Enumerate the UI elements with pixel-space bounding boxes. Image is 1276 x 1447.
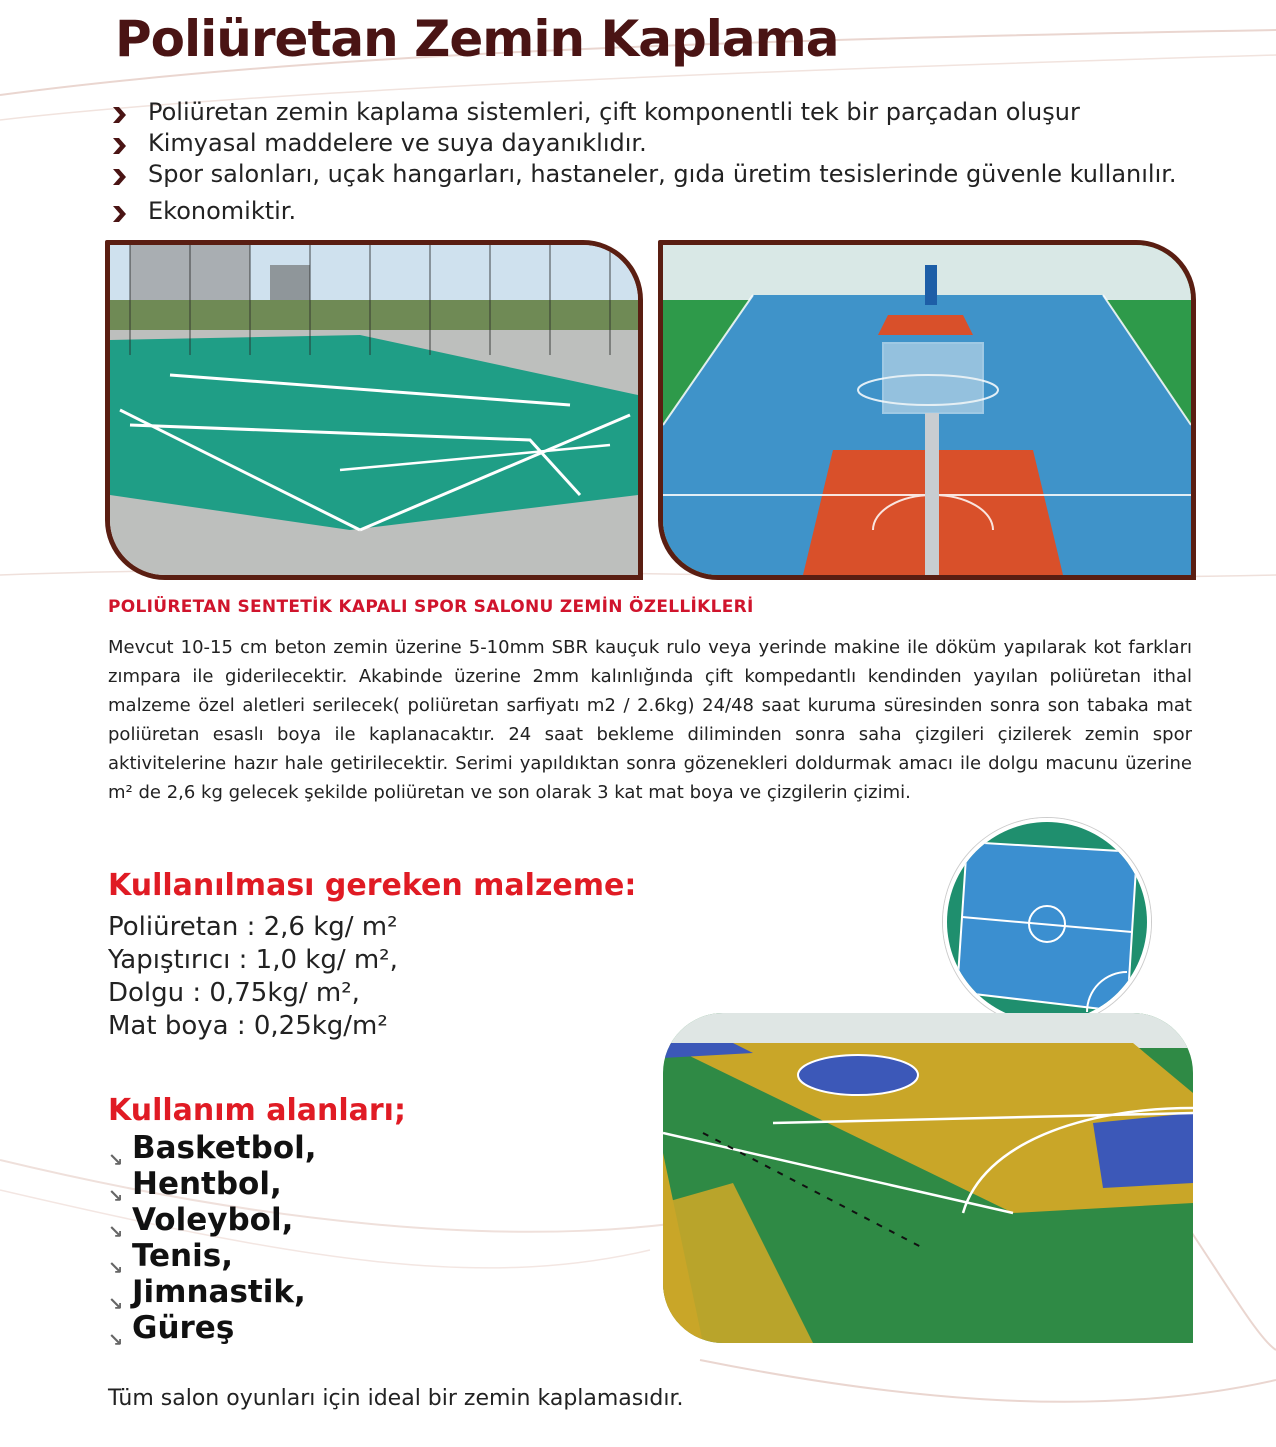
feature-text: Kimyasal maddelere ve suya dayanıklıdır. xyxy=(148,129,647,157)
material-item: Yapıştırıcı : 1,0 kg/ m², xyxy=(108,945,398,975)
feature-text: Spor salonları, uçak hangarları, hastaneler, gıda üretim tesislerinde güvenle kullanılır. xyxy=(148,160,1177,188)
usage-item xyxy=(108,1238,317,1279)
materials-title: Kullanılması gereken malzeme: xyxy=(108,868,637,903)
feature-list xyxy=(108,97,1177,227)
feature-text: Ekonomiktir. xyxy=(148,197,297,225)
chevron-right-icon xyxy=(110,168,128,186)
aerial-court-photo xyxy=(943,818,1151,1026)
feature-item xyxy=(108,196,1177,227)
feature-item xyxy=(108,97,1177,128)
indoor-court-photo xyxy=(658,240,1196,580)
material-item: Dolgu : 0,75kg/ m², xyxy=(108,978,360,1008)
arrow-down-right-icon: ↘ xyxy=(108,1222,124,1243)
section-title: POLIÜRETAN SENTETİK KAPALI SPOR SALONU ZEMİN ÖZELLİKLERİ xyxy=(108,597,754,617)
chevron-right-icon xyxy=(110,205,128,223)
usage-text: Voleybol, xyxy=(132,1202,294,1238)
usage-text: Hentbol, xyxy=(132,1166,282,1202)
outdoor-court-photo xyxy=(105,240,643,580)
feature-item xyxy=(108,159,1177,190)
usage-text: Basketbol, xyxy=(132,1130,317,1166)
arrow-down-right-icon: ↘ xyxy=(108,1258,124,1279)
usage-text: Güreş xyxy=(132,1310,235,1346)
page-title: Poliüretan Zemin Kaplama xyxy=(115,10,839,68)
usage-text: Tenis, xyxy=(132,1238,233,1274)
arrow-down-right-icon: ↘ xyxy=(108,1186,124,1207)
usage-item xyxy=(108,1166,317,1207)
usage-text: Jimnastik, xyxy=(132,1274,306,1310)
chevron-right-icon xyxy=(110,137,128,155)
footer-text: Tüm salon oyunları için ideal bir zemin kaplamasıdır. xyxy=(108,1386,684,1411)
usage-item xyxy=(108,1310,317,1351)
feature-text: Poliüretan zemin kaplama sistemleri, çift komponentli tek bir parçadan oluşur xyxy=(148,98,1080,126)
arrow-down-right-icon: ↘ xyxy=(108,1150,124,1171)
arrow-down-right-icon: ↘ xyxy=(108,1330,124,1351)
usage-title: Kullanım alanları; xyxy=(108,1093,406,1128)
material-item: Poliüretan : 2,6 kg/ m² xyxy=(108,912,398,942)
chevron-right-icon xyxy=(110,106,128,124)
usage-item xyxy=(108,1202,317,1243)
usage-list xyxy=(108,1130,317,1351)
usage-item xyxy=(108,1274,317,1315)
description-paragraph: Mevcut 10-15 cm beton zemin üzerine 5-10mm SBR kauçuk rulo veya yerinde makine ile döküm yapılarak kot farkları zımpara ile giderilecektir. Akabinde üzerine 2mm kalınlığında çift kompedantlı kendinden yayılan poliüretan ithal malzeme özel aletleri serilecek( poliüretan sarfiyatı m2 / 2.6kg) 24/48 saat kuruma süresinden sonra son tabaka mat poliüretan esaslı boya ile kaplanacaktır. 24 saat bekleme diliminden sonra saha çizgileri çizilerek zemin spor aktivitelerine hazır hale getirilecektir. Serimi yapıldıktan sonra gözenekleri doldurmak amacı ile dolgu macunu üzerine m² de 2,6 kg gelecek şekilde poliüretan ve son olarak 3 kat mat boya ve çizgilerin çizimi. xyxy=(108,637,1192,803)
arrow-down-right-icon: ↘ xyxy=(108,1294,124,1315)
feature-item xyxy=(108,128,1177,159)
usage-item xyxy=(108,1130,317,1171)
materials-list xyxy=(108,911,398,1043)
gym-court-photo xyxy=(663,1013,1193,1343)
material-item: Mat boya : 0,25kg/m² xyxy=(108,1011,388,1041)
